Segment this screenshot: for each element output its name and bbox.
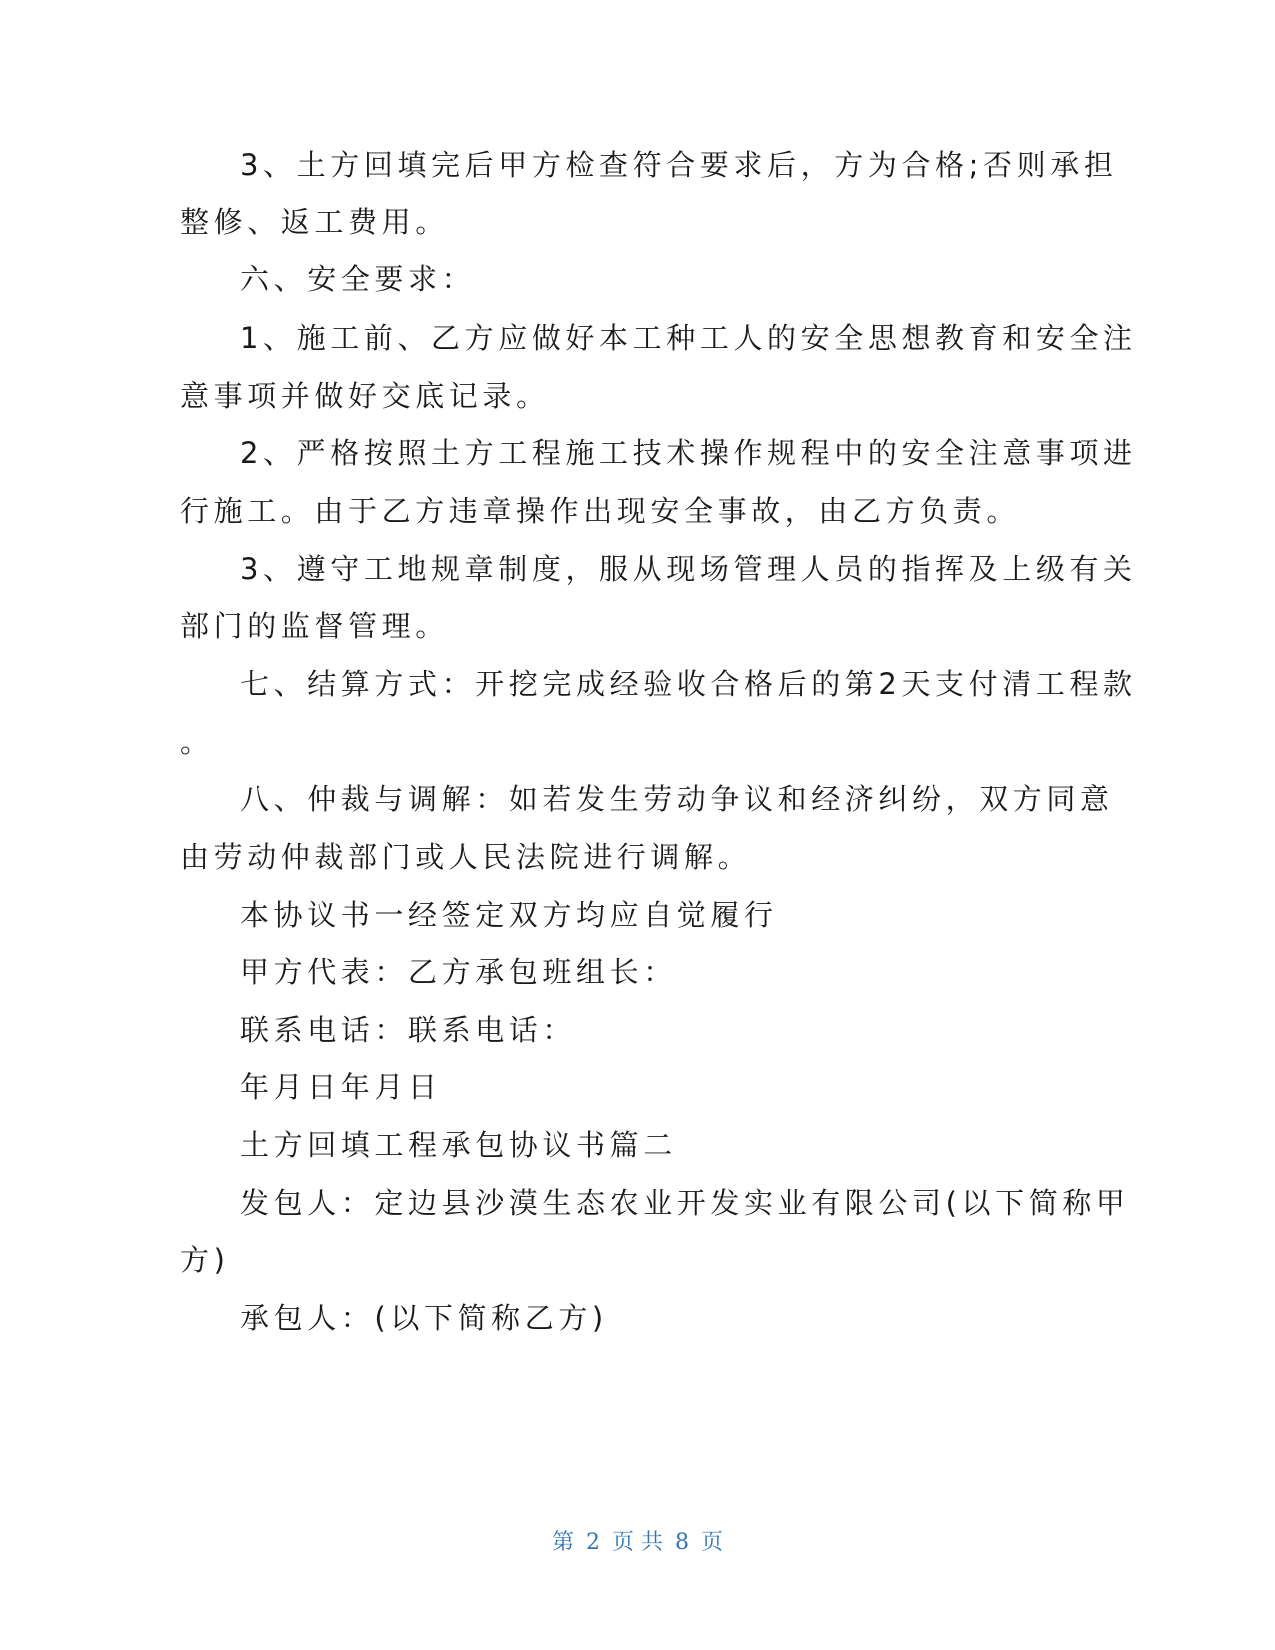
text-line: 发包人：定边县沙漠生态农业开发实业有限公司(以下简称甲 <box>240 1186 1130 1220</box>
text-line: 1、施工前、乙方应做好本工种工人的安全思想教育和安全注 <box>240 321 1137 355</box>
page-footer <box>0 1527 1275 1559</box>
signature-line: 年月日年月日 <box>240 1070 442 1104</box>
section-heading: 八、仲裁与调解：如若发生劳动争议和经济纠纷，双方同意 <box>240 782 1114 816</box>
footer-prefix: 第 <box>551 1530 574 1555</box>
footer-suffix: 页 <box>701 1530 724 1555</box>
text-line: 2、严格按照土方工程施工技术操作规程中的安全注意事项进 <box>240 436 1137 470</box>
footer-middle: 页 共 <box>612 1530 663 1555</box>
text-line: 行施工。由于乙方违章操作出现安全事故，由乙方负责。 <box>180 494 1021 528</box>
section-heading: 六、安全要求： <box>240 262 476 296</box>
text-line: 。 <box>180 725 214 759</box>
text-line: 整修、返工费用。 <box>180 205 449 239</box>
text-line: 由劳动仲裁部门或人民法院进行调解。 <box>180 840 752 874</box>
document-subtitle: 土方回填工程承包协议书篇二 <box>240 1128 677 1162</box>
text-line: 意事项并做好交底记录。 <box>180 379 550 413</box>
current-page-number: 2 <box>586 1530 600 1555</box>
total-pages-number: 8 <box>675 1530 689 1555</box>
text-line: 承包人：(以下简称乙方) <box>240 1301 608 1335</box>
text-line: 部门的监督管理。 <box>180 609 449 643</box>
signature-line: 联系电话：联系电话： <box>240 1013 577 1047</box>
text-line: 3、土方回填完后甲方检查符合要求后，方为合格;否则承担 <box>240 148 1118 182</box>
text-line: 方) <box>180 1243 230 1277</box>
text-line: 3、遵守工地规章制度，服从现场管理人员的指挥及上级有关 <box>240 552 1137 586</box>
section-heading: 七、结算方式：开挖完成经验收合格后的第2天支付清工程款 <box>240 667 1137 701</box>
signature-line: 甲方代表：乙方承包班组长： <box>240 955 677 989</box>
text-line: 本协议书一经签定双方均应自觉履行 <box>240 898 778 932</box>
